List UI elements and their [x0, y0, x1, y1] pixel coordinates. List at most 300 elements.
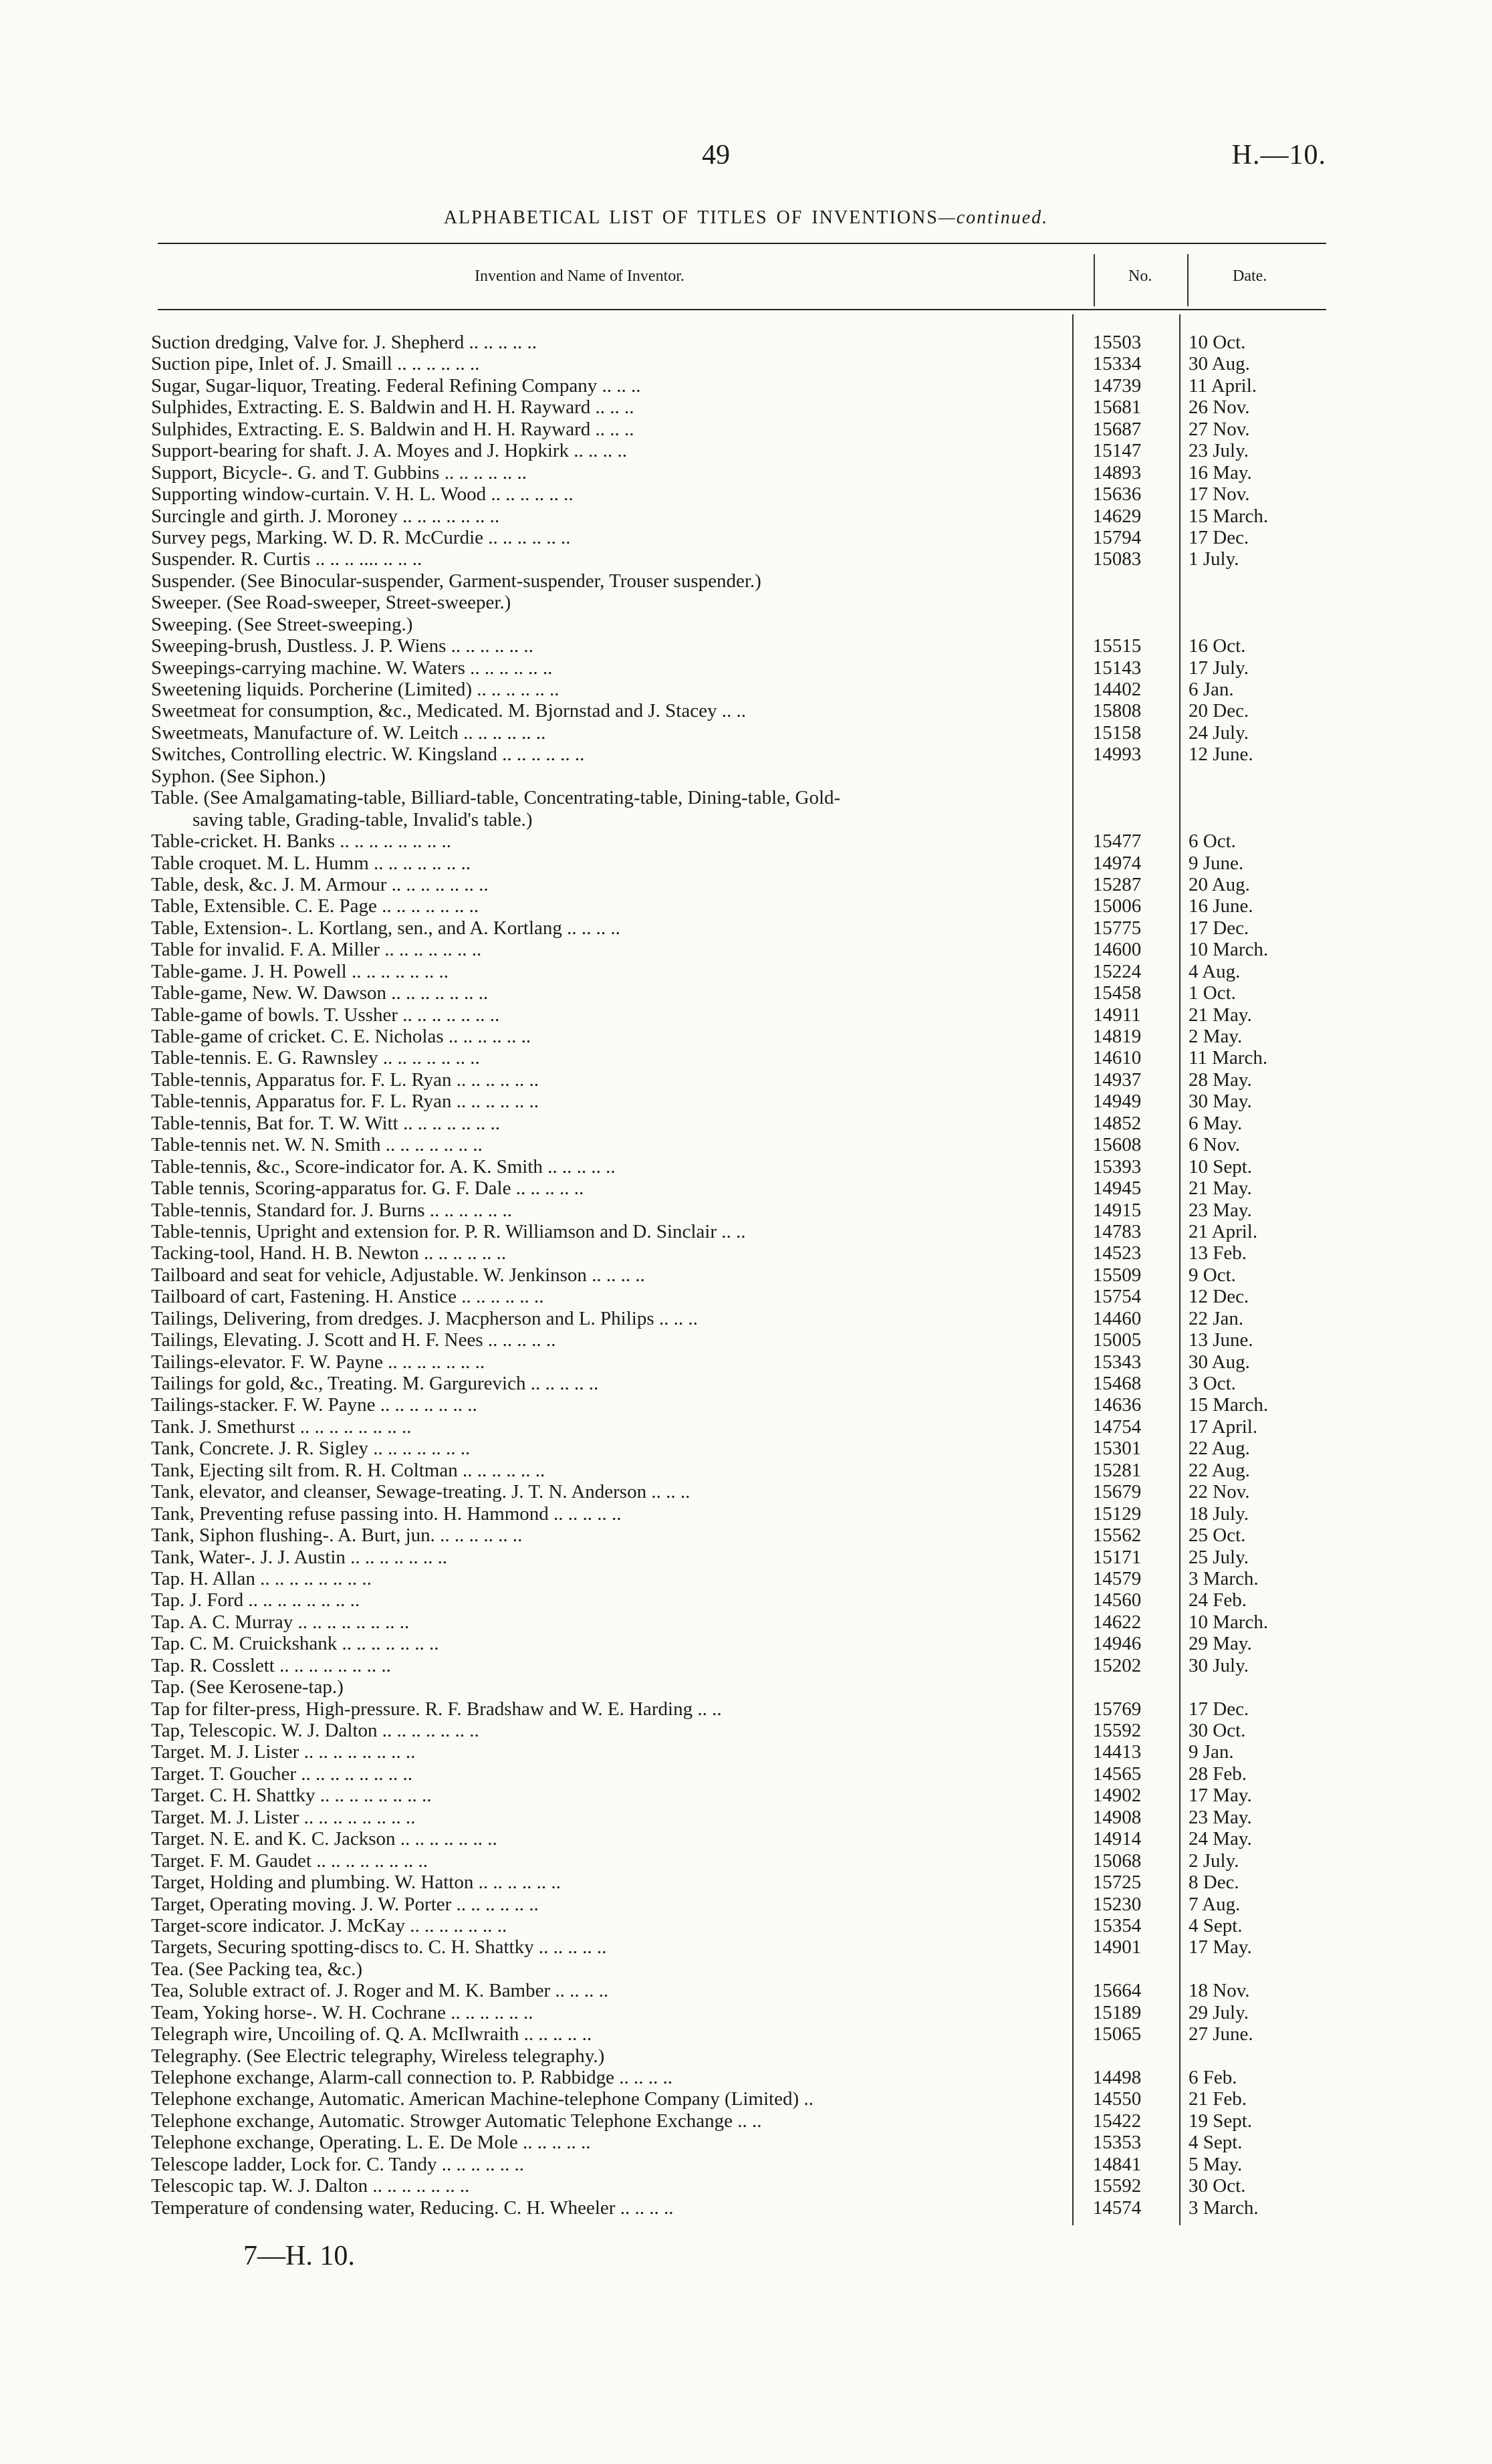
table-row	[0, 1785, 1492, 1806]
table-row	[0, 1438, 1492, 1459]
table-row	[0, 1091, 1492, 1112]
patent-date: 11 March.	[1189, 1047, 1268, 1069]
invention-title: Telephone exchange, Automatic. American Machine-telephone Company (Limited) ..	[151, 2088, 814, 2110]
invention-title: Surcingle and girth. J. Moroney .. .. .. .. .. .. ..	[151, 505, 500, 527]
patent-number: 14560	[1092, 1589, 1142, 1611]
invention-title: Tap. H. Allan .. .. .. .. .. .. .. ..	[151, 1567, 372, 1589]
patent-date: 13 June.	[1189, 1329, 1253, 1351]
header-rule	[158, 309, 1326, 310]
invention-title: Tailings, Delivering, from dredges. J. Macpherson and L. Philips .. .. ..	[151, 1307, 698, 1329]
patent-date: 4 Aug.	[1189, 960, 1241, 982]
patent-date: 27 Nov.	[1189, 418, 1250, 440]
patent-number: 15608	[1092, 1134, 1142, 1156]
patent-number: 15769	[1092, 1698, 1142, 1720]
invention-title: Sweeper. (See Road-sweeper, Street-sweeper.)	[151, 592, 511, 614]
table-row	[0, 1416, 1492, 1438]
invention-title: Tailings for gold, &c., Treating. M. Gargurevich .. .. .. .. ..	[151, 1373, 599, 1394]
invention-title: Suction dredging, Valve for. J. Shepherd .. .. .. .. ..	[151, 332, 537, 353]
patent-date: 1 July.	[1189, 548, 1239, 570]
invention-title: Target. F. M. Gaudet .. .. .. .. .. .. .. ..	[151, 1850, 428, 1872]
table-row	[0, 2110, 1492, 2132]
patent-date: 16 Oct.	[1189, 635, 1246, 657]
invention-title: Tank, Siphon flushing-. A. Burt, jun. .. .. .. .. .. ..	[151, 1525, 523, 1547]
patent-number: 14739	[1092, 374, 1142, 397]
invention-title: Support, Bicycle-. G. and T. Gubbins .. .. .. .. .. ..	[151, 461, 527, 483]
patent-number: 15006	[1092, 895, 1142, 917]
patent-number: 15458	[1092, 982, 1142, 1004]
invention-title: Tank, Ejecting silt from. R. H. Coltman .. .. .. .. .. ..	[151, 1459, 545, 1481]
patent-date: 18 July.	[1189, 1502, 1249, 1525]
table-row	[0, 1047, 1492, 1069]
patent-date: 3 March.	[1189, 1567, 1259, 1589]
table-row	[0, 895, 1492, 917]
patent-date: 30 May.	[1189, 1091, 1252, 1113]
patent-number: 14937	[1092, 1069, 1142, 1091]
patent-number: 15005	[1092, 1329, 1142, 1351]
patent-date: 10 Sept.	[1189, 1155, 1253, 1178]
invention-title: Telephone exchange, Automatic. Strowger Automatic Telephone Exchange .. ..	[151, 2110, 762, 2132]
patent-number: 15281	[1092, 1459, 1142, 1481]
patent-number: 15681	[1092, 397, 1142, 419]
table-row	[0, 1004, 1492, 1026]
table-row	[0, 1156, 1492, 1178]
table-row	[0, 1698, 1492, 1720]
invention-title: Tank, Water-. J. J. Austin .. .. .. .. .. .. ..	[151, 1546, 448, 1568]
table-row	[0, 635, 1492, 657]
patent-date: 28 Feb.	[1189, 1763, 1247, 1785]
patent-number: 14523	[1092, 1242, 1142, 1264]
patent-number: 15808	[1092, 700, 1142, 722]
patent-date: 11 April.	[1189, 374, 1257, 397]
invention-title: Table-game, New. W. Dawson .. .. .. .. .. .. ..	[151, 982, 489, 1004]
title-main: ALPHABETICAL LIST OF TITLES OF INVENTIONS	[443, 207, 939, 228]
patent-date: 23 July.	[1189, 440, 1249, 462]
table-row	[0, 809, 1492, 830]
table-row	[0, 419, 1492, 440]
patent-date: 6 Jan.	[1189, 679, 1234, 700]
patent-number: 15687	[1092, 418, 1142, 440]
patent-number: 14629	[1092, 505, 1142, 527]
table-row	[0, 2132, 1492, 2153]
patent-date: 12 June.	[1189, 744, 1253, 766]
patent-date: 22 Aug.	[1189, 1438, 1250, 1460]
table-row	[0, 787, 1492, 808]
patent-date: 17 July.	[1189, 657, 1249, 679]
invention-title: Tap. C. M. Cruickshank .. .. .. .. .. .. ..	[151, 1633, 439, 1655]
table-row	[0, 1525, 1492, 1546]
invention-title: Tank, Preventing refuse passing into. H. Hammond .. .. .. .. ..	[151, 1502, 622, 1525]
patent-number: 14579	[1092, 1567, 1142, 1589]
invention-title: Survey pegs, Marking. W. D. R. McCurdie .. .. .. .. .. ..	[151, 526, 571, 548]
patent-number: 14754	[1092, 1416, 1142, 1438]
invention-title: Table-tennis, &c., Score-indicator for. A. K. Smith .. .. .. .. ..	[151, 1155, 616, 1178]
patent-date: 15 March.	[1189, 505, 1269, 527]
table-row	[0, 1200, 1492, 1221]
table-row	[0, 1763, 1492, 1785]
table-row	[0, 332, 1492, 353]
patent-number: 14914	[1092, 1828, 1142, 1850]
table-row	[0, 1264, 1492, 1286]
patent-date: 30 Oct.	[1189, 1720, 1246, 1741]
patent-date: 5 May.	[1189, 2153, 1243, 2175]
patent-number: 15509	[1092, 1264, 1142, 1286]
table-row	[0, 1655, 1492, 1676]
table-row	[0, 1221, 1492, 1242]
invention-title: Tap. R. Cosslett .. .. .. .. .. .. .. ..	[151, 1654, 391, 1676]
invention-title: Target, Operating moving. J. W. Porter .. .. .. .. .. ..	[151, 1893, 539, 1915]
patent-number: 15725	[1092, 1872, 1142, 1894]
patent-date: 6 Nov.	[1189, 1134, 1241, 1156]
table-row	[0, 874, 1492, 895]
patent-number: 15679	[1092, 1481, 1142, 1503]
table-row	[0, 2002, 1492, 2023]
invention-title: Sweetmeat for consumption, &c., Medicated. M. Bjornstad and J. Stacey .. ..	[151, 700, 746, 722]
table-row	[0, 1329, 1492, 1351]
invention-title: Target, Holding and plumbing. W. Hatton .. .. .. .. .. ..	[151, 1872, 561, 1894]
sheet-mark: 7—H. 10.	[243, 2241, 355, 2271]
invention-title: Support-bearing for shaft. J. A. Moyes and J. Hopkirk .. .. .. ..	[151, 440, 628, 462]
table-row	[0, 1503, 1492, 1525]
table-row	[0, 614, 1492, 635]
table-row	[0, 1460, 1492, 1481]
table-row	[0, 548, 1492, 570]
invention-title: Table-cricket. H. Banks .. .. .. .. .. .. .. ..	[151, 830, 451, 853]
table-row	[0, 506, 1492, 527]
patent-number: 15794	[1092, 526, 1142, 548]
patent-number: 15664	[1092, 1980, 1142, 2002]
patent-number: 15287	[1092, 873, 1142, 895]
patent-date: 12 Dec.	[1189, 1286, 1249, 1308]
patent-date: 20 Aug.	[1189, 873, 1250, 895]
invention-title: Target. C. H. Shattky .. .. .. .. .. .. .. ..	[151, 1785, 432, 1807]
patent-number: 15353	[1092, 2132, 1142, 2154]
patent-date: 1 Oct.	[1189, 982, 1236, 1004]
table-row	[0, 2023, 1492, 2045]
invention-title: Temperature of condensing water, Reducing. C. H. Wheeler .. .. .. ..	[151, 2197, 674, 2219]
patent-date: 3 Oct.	[1189, 1373, 1236, 1394]
invention-title: Supporting window-curtain. V. H. L. Wood .. .. .. .. .. ..	[151, 483, 574, 506]
patent-number: 15171	[1092, 1546, 1142, 1568]
invention-title: Tank, elevator, and cleanser, Sewage-treating. J. T. N. Anderson .. .. ..	[151, 1481, 691, 1503]
invention-title: Tailings, Elevating. J. Scott and H. F. Nees .. .. .. .. ..	[151, 1329, 556, 1351]
table-row	[0, 679, 1492, 700]
patent-number: 15354	[1092, 1914, 1142, 1936]
patent-date: 2 July.	[1189, 1850, 1239, 1872]
patent-number: 14946	[1092, 1633, 1142, 1655]
table-row	[0, 700, 1492, 721]
table-row	[0, 961, 1492, 982]
table-row	[0, 1633, 1492, 1654]
patent-date: 19 Sept.	[1189, 2110, 1253, 2132]
invention-title: Sulphides, Extracting. E. S. Baldwin and H. H. Rayward .. .. ..	[151, 397, 634, 419]
invention-title: Target. T. Goucher .. .. .. .. .. .. .. ..	[151, 1763, 413, 1785]
patent-date: 24 July.	[1189, 721, 1249, 744]
invention-title: Sweetening liquids. Porcherine (Limited) .. .. .. .. .. ..	[151, 679, 560, 700]
invention-title: Table-game of cricket. C. E. Nicholas .. .. .. .. .. ..	[151, 1026, 531, 1047]
patent-number: 15515	[1092, 635, 1142, 657]
patent-date: 17 April.	[1189, 1416, 1258, 1438]
patent-date: 6 Oct.	[1189, 830, 1236, 853]
table-row	[0, 1568, 1492, 1589]
column-divider-date	[1187, 254, 1189, 306]
invention-title: Tap for filter-press, High-pressure. R. F. Bradshaw and W. E. Harding .. ..	[151, 1698, 722, 1720]
invention-title: Telescope ladder, Lock for. C. Tandy .. .. .. .. .. ..	[151, 2153, 524, 2175]
patent-date: 22 Nov.	[1189, 1481, 1250, 1503]
patent-number: 15129	[1092, 1502, 1142, 1525]
invention-title: Tea, Soluble extract of. J. Roger and M. K. Bamber .. .. .. ..	[151, 1980, 609, 2002]
table-row	[0, 397, 1492, 418]
patent-number: 14911	[1093, 1004, 1141, 1026]
inventions-table	[0, 332, 1492, 2219]
table-row	[0, 1286, 1492, 1307]
patent-date: 28 May.	[1189, 1069, 1252, 1091]
invention-title: Table-game of bowls. T. Ussher .. .. .. .. .. .. ..	[151, 1004, 500, 1026]
patent-date: 30 Aug.	[1189, 353, 1250, 375]
patent-date: 22 Aug.	[1189, 1459, 1250, 1481]
patent-date: 30 Oct.	[1189, 2175, 1246, 2197]
table-row	[0, 1589, 1492, 1611]
patent-number: 14819	[1092, 1026, 1142, 1047]
invention-title: Tap. A. C. Murray .. .. .. .. .. .. .. ..	[151, 1611, 410, 1633]
table-row	[0, 462, 1492, 483]
column-header-date: Date.	[1233, 267, 1267, 285]
page-number: 49	[702, 140, 730, 171]
patent-date: 30 July.	[1189, 1654, 1249, 1676]
patent-date: 21 May.	[1189, 1178, 1252, 1200]
patent-date: 23 May.	[1189, 1806, 1252, 1828]
patent-date: 29 July.	[1189, 2001, 1249, 2023]
patent-date: 23 May.	[1189, 1199, 1252, 1221]
patent-number: 15189	[1092, 2001, 1142, 2023]
patent-number: 15301	[1092, 1438, 1142, 1460]
patent-date: 21 May.	[1189, 1004, 1252, 1026]
invention-title: Sweeping. (See Street-sweeping.)	[151, 613, 413, 635]
invention-title: Tailings-elevator. F. W. Payne .. .. .. .. .. .. ..	[151, 1351, 485, 1373]
patent-number: 15147	[1092, 440, 1142, 462]
patent-number: 15754	[1092, 1286, 1142, 1308]
patent-date: 25 July.	[1189, 1546, 1249, 1568]
invention-title: Tailboard and seat for vehicle, Adjustable. W. Jenkinson .. .. .. ..	[151, 1264, 645, 1286]
invention-title: Target. M. J. Lister .. .. .. .. .. .. .. ..	[151, 1741, 416, 1763]
patent-date: 4 Sept.	[1189, 2132, 1243, 2154]
invention-title: Tank. J. Smethurst .. .. .. .. .. .. .. ..	[151, 1416, 412, 1438]
patent-number: 15343	[1092, 1351, 1142, 1373]
invention-title: Sulphides, Extracting. E. S. Baldwin and H. H. Rayward .. .. ..	[151, 418, 634, 440]
invention-title: Table. (See Amalgamating-table, Billiard-table, Concentrating-table, Dining-table, Gold-	[151, 787, 841, 809]
patent-date: 9 June.	[1189, 852, 1244, 874]
patent-number: 15083	[1092, 548, 1142, 570]
patent-date: 25 Oct.	[1189, 1525, 1246, 1547]
invention-title: saving table, Grading-table, Invalid's table.)	[193, 808, 533, 830]
table-row	[0, 1308, 1492, 1329]
invention-title: Tailings-stacker. F. W. Payne .. .. .. .. .. .. ..	[151, 1394, 477, 1416]
document-reference: H.—10.	[1231, 140, 1326, 171]
patent-date: 17 Nov.	[1189, 483, 1250, 506]
table-row	[0, 722, 1492, 744]
page-title	[0, 207, 1492, 229]
table-row	[0, 1547, 1492, 1568]
table-row	[0, 527, 1492, 548]
table-row	[0, 830, 1492, 852]
invention-title: Tap. J. Ford .. .. .. .. .. .. .. ..	[151, 1589, 360, 1611]
patent-date: 7 Aug.	[1189, 1893, 1241, 1915]
table-row	[0, 657, 1492, 679]
patent-number: 14550	[1092, 2088, 1142, 2110]
patent-number: 15636	[1092, 483, 1142, 506]
table-row	[0, 1481, 1492, 1502]
patent-date: 9 Oct.	[1189, 1264, 1236, 1286]
invention-title: Sugar, Sugar-liquor, Treating. Federal Refining Company .. .. ..	[151, 374, 641, 397]
table-row	[0, 2045, 1492, 2067]
patent-number: 15334	[1092, 353, 1142, 375]
patent-date: 24 Feb.	[1189, 1589, 1247, 1611]
patent-number: 14622	[1092, 1611, 1142, 1633]
table-row	[0, 570, 1492, 592]
patent-date: 10 March.	[1189, 939, 1269, 961]
patent-date: 18 Nov.	[1189, 1980, 1250, 2002]
patent-number: 14574	[1092, 2197, 1142, 2219]
table-row	[0, 592, 1492, 613]
patent-date: 9 Jan.	[1189, 1741, 1234, 1763]
table-row	[0, 1394, 1492, 1416]
patent-number: 15158	[1092, 721, 1142, 744]
table-row	[0, 375, 1492, 397]
column-header-no: No.	[1128, 267, 1152, 285]
invention-title: Telegraphy. (See Electric telegraphy, Wireless telegraphy.)	[151, 2045, 605, 2067]
patent-date: 6 Feb.	[1189, 2067, 1237, 2088]
patent-number: 15224	[1092, 960, 1142, 982]
patent-number: 15143	[1092, 657, 1142, 679]
patent-number: 15562	[1092, 1525, 1142, 1547]
invention-title: Suction pipe, Inlet of. J. Smaill .. .. .. .. .. ..	[151, 353, 480, 375]
invention-title: Tea. (See Packing tea, &c.)	[151, 1958, 363, 1980]
patent-number: 15230	[1092, 1893, 1142, 1915]
table-row	[0, 744, 1492, 765]
table-row	[0, 939, 1492, 960]
patent-date: 30 Aug.	[1189, 1351, 1250, 1373]
invention-title: Table tennis, Scoring-apparatus for. G. F. Dale .. .. .. .. ..	[151, 1178, 584, 1200]
column-header-invention: Invention and Name of Inventor.	[475, 267, 685, 285]
table-row	[0, 2154, 1492, 2175]
patent-number: 15775	[1092, 917, 1142, 939]
invention-title: Table croquet. M. L. Humm .. .. .. .. .. .. ..	[151, 852, 471, 874]
invention-title: Sweeping-brush, Dustless. J. P. Wiens .. .. .. .. .. ..	[151, 635, 533, 657]
patent-date: 22 Jan.	[1189, 1307, 1244, 1329]
table-row	[0, 1894, 1492, 1915]
table-row	[0, 1242, 1492, 1264]
table-row	[0, 853, 1492, 874]
invention-title: Tap, Telescopic. W. J. Dalton .. .. .. .. .. .. ..	[151, 1720, 479, 1741]
patent-number: 14460	[1092, 1307, 1142, 1329]
patent-date: 2 May.	[1189, 1026, 1243, 1047]
patent-date: 24 May.	[1189, 1828, 1252, 1850]
table-row	[0, 982, 1492, 1004]
invention-title: Tacking-tool, Hand. H. B. Newton .. .. .. .. .. ..	[151, 1242, 507, 1264]
invention-title: Table-tennis. E. G. Rawnsley .. .. .. .. .. .. ..	[151, 1047, 480, 1069]
invention-title: Table, Extension-. L. Kortlang, sen., and A. Kortlang .. .. .. ..	[151, 917, 620, 939]
patent-number: 14974	[1092, 852, 1142, 874]
patent-date: 17 Dec.	[1189, 526, 1249, 548]
patent-number: 14949	[1092, 1091, 1142, 1113]
patent-date: 16 May.	[1189, 461, 1252, 483]
table-row	[0, 1936, 1492, 1958]
table-row	[0, 2197, 1492, 2219]
table-row	[0, 766, 1492, 787]
title-suffix: —continued.	[938, 207, 1049, 228]
patent-number: 15503	[1092, 332, 1142, 353]
patent-number: 14852	[1092, 1112, 1142, 1134]
patent-date: 21 Feb.	[1189, 2088, 1247, 2110]
invention-title: Telephone exchange, Operating. L. E. De Mole .. .. .. .. ..	[151, 2132, 591, 2154]
patent-number: 14413	[1092, 1741, 1142, 1763]
invention-title: Table for invalid. F. A. Miller .. .. .. .. .. .. ..	[151, 939, 482, 961]
patent-number: 14565	[1092, 1763, 1142, 1785]
invention-title: Table-tennis, Apparatus for. F. L. Ryan .. .. .. .. .. ..	[151, 1069, 539, 1091]
patent-date: 17 Dec.	[1189, 1698, 1249, 1720]
invention-title: Telescopic tap. W. J. Dalton .. .. .. .. .. .. ..	[151, 2175, 470, 2197]
table-row	[0, 1134, 1492, 1155]
table-row	[0, 1178, 1492, 1199]
patent-date: 10 March.	[1189, 1611, 1269, 1633]
patent-date: 29 May.	[1189, 1633, 1252, 1655]
patent-date: 26 Nov.	[1189, 397, 1250, 419]
table-row	[0, 1720, 1492, 1741]
patent-number: 14600	[1092, 939, 1142, 961]
invention-title: Tap. (See Kerosene-tap.)	[151, 1676, 344, 1698]
patent-number: 14498	[1092, 2067, 1142, 2088]
invention-title: Suspender. (See Binocular-suspender, Garment-suspender, Trouser suspender.)	[151, 570, 761, 592]
patent-date: 17 Dec.	[1189, 917, 1249, 939]
patent-number: 14783	[1092, 1220, 1142, 1242]
patent-number: 15422	[1092, 2110, 1142, 2132]
invention-title: Team, Yoking horse-. W. H. Cochrane .. .. .. .. .. ..	[151, 2001, 533, 2023]
table-row	[0, 1872, 1492, 1893]
table-row	[0, 1958, 1492, 1980]
invention-title: Table-tennis net. W. N. Smith .. .. .. .. .. .. ..	[151, 1134, 483, 1156]
patent-date: 6 May.	[1189, 1112, 1243, 1134]
invention-title: Table, Extensible. C. E. Page .. .. .. .. .. .. ..	[151, 895, 479, 917]
invention-title: Target-score indicator. J. McKay .. .. .. .. .. .. ..	[151, 1914, 507, 1936]
column-divider-no	[1094, 254, 1095, 306]
invention-title: Syphon. (See Siphon.)	[151, 765, 326, 787]
patent-date: 3 March.	[1189, 2197, 1259, 2219]
patent-date: 13 Feb.	[1189, 1242, 1247, 1264]
table-row	[0, 440, 1492, 461]
table-row	[0, 2088, 1492, 2110]
table-row	[0, 1676, 1492, 1698]
patent-number: 14908	[1092, 1806, 1142, 1828]
patent-date: 16 June.	[1189, 895, 1253, 917]
table-row	[0, 1915, 1492, 1936]
invention-title: Table-tennis, Apparatus for. F. L. Ryan .. .. .. .. .. ..	[151, 1091, 539, 1113]
table-row	[0, 1828, 1492, 1850]
table-row	[0, 1807, 1492, 1828]
patent-number: 15468	[1092, 1373, 1142, 1394]
table-row	[0, 1351, 1492, 1373]
invention-title: Table, desk, &c. J. M. Armour .. .. .. .. .. .. ..	[151, 873, 489, 895]
patent-number: 15065	[1092, 2023, 1142, 2045]
patent-number: 15068	[1092, 1850, 1142, 1872]
patent-number: 15393	[1092, 1155, 1142, 1178]
invention-title: Table-tennis, Bat for. T. W. Witt .. .. .. .. .. .. ..	[151, 1112, 500, 1134]
patent-date: 4 Sept.	[1189, 1914, 1243, 1936]
invention-title: Switches, Controlling electric. W. Kingsland .. .. .. .. .. ..	[151, 744, 585, 766]
table-row	[0, 2067, 1492, 2088]
table-row	[0, 1026, 1492, 1047]
top-rule	[158, 243, 1326, 244]
patent-number: 14636	[1092, 1394, 1142, 1416]
invention-title: Telephone exchange, Alarm-call connection to. P. Rabbidge .. .. .. ..	[151, 2067, 672, 2088]
